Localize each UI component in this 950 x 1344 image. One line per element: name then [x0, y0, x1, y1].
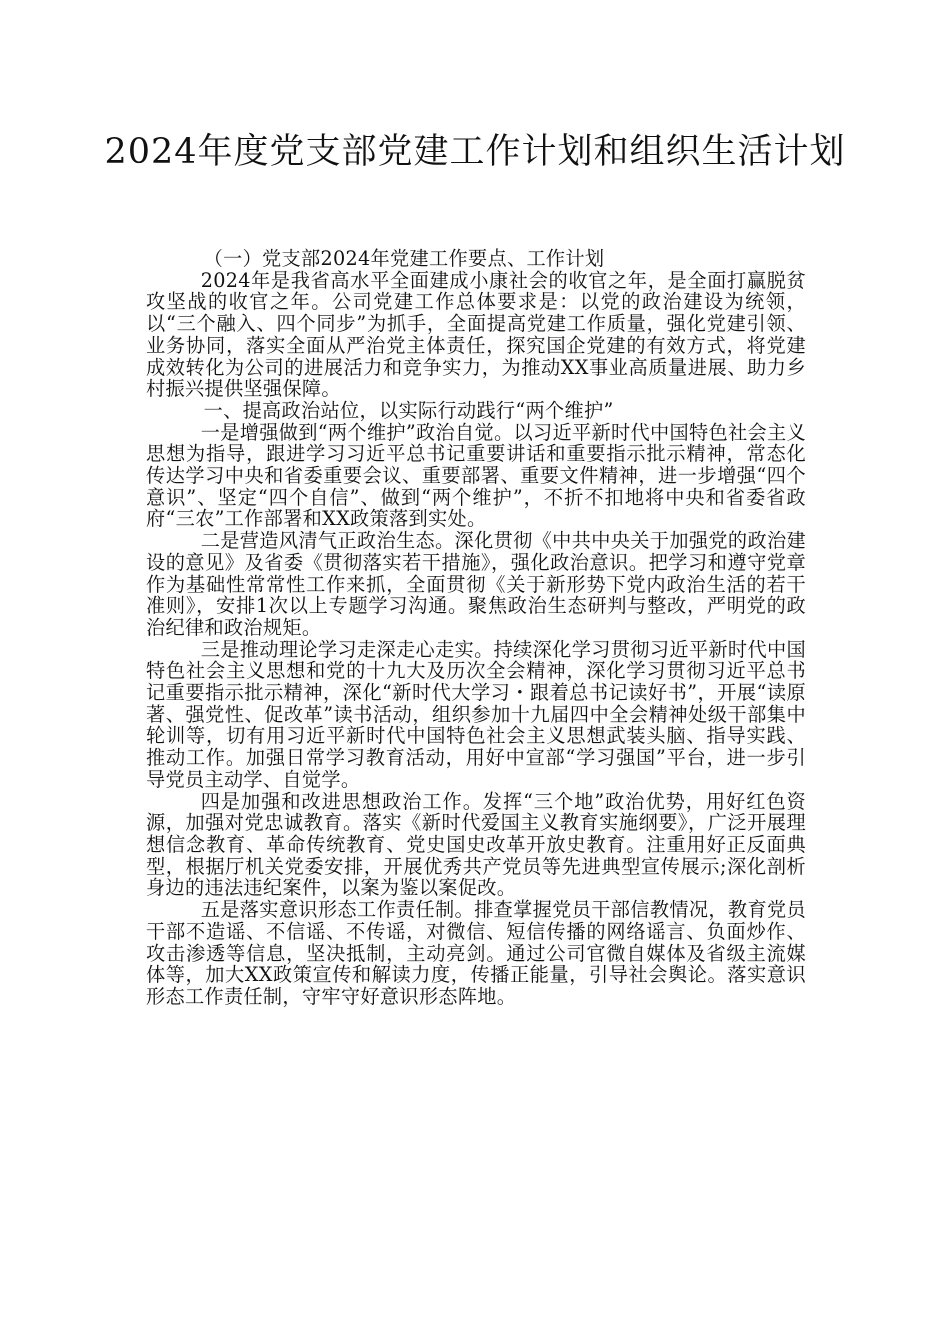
paragraph: 2024年是我省高水平全面建成小康社会的收官之年，是全面打赢脱贫攻坚战的收官之年。公司党建工作总体要求是：以党的政治建设为统领，以“三个融入、四个同步”为抓手，全面提高党建工作质量，强化党建引领、业务协同，落实全面从严治党主体责任，探究国企党建的有效方式，将党建成效转化为公司的进展活力和竞争实力，为推动XX事业高质量进展、助力乡村振兴提供坚强保障。 [146, 268, 806, 401]
paragraph: 五是落实意识形态工作责任制。排查掌握党员干部信教情况，教育党员干部不造谣、不信谣、不传谣，对微信、短信传播的网络谣言、负面炒作、攻击渗透等信息，坚决抵制，主动亮剑。通过公司官微自媒体及省级主流媒体等，加大XX政策宣传和解读力度，传播正能量，引导社会舆论。落实意识形态工作责任制，守牢守好意识形态阵地。 [146, 898, 806, 1008]
section-heading: （一）党支部2024年党建工作要点、工作计划 [203, 247, 605, 270]
paragraph: 四是加强和改进思想政治工作。发挥“三个地”政治优势，用好红色资源，加强对党忠诚教育。落实《新时代爱国主义教育实施纲要》，广泛开展理想信念教育、革命传统教育、党史国史改革开放史教育。注重用好正反面典型，根据厅机关党委安排，开展优秀共产党员等先进典型宣传展示;深化剖析身边的违法违纪案件，以案为鉴以案促改。 [146, 789, 806, 900]
document-body [146, 248, 806, 1008]
document-title: 2024年度党支部党建工作计划和组织生活计划 [104, 132, 846, 172]
paragraph: 三是推动理论学习走深走心走实。持续深化学习贯彻习近平新时代中国特色社会主义思想和党的十九大及历次全会精神，深化学习贯彻习近平总书记重要指示批示精神，深化“新时代大学习・跟着总书记读好书”，开展“读原著、强党性、促改革”读书活动，组织参加十九届四中全会精神处级干部集中轮训等，切有用习近平新时代中国特色社会主义思想武装头脑、指导实践、推动工作。加强日常学习教育活动，用好中宣部“学习强国”平台，进一步引导党员主动学、自觉学。 [146, 637, 806, 791]
paragraph: 一是增强做到“两个维护”政治自觉。以习近平新时代中国特色社会主义思想为指导，跟进学习习近平总书记重要讲话和重要指示批示精神，常态化传达学习中央和省委重要会议、重要部署、重要文件精神，进一步增强“四个意识”、坚定“四个自信”、做到“两个维护”，不折不扣地将中央和省委省政府“三农”工作部署和XX政策落到实处。 [146, 420, 806, 531]
paragraph: 二是营造风清气正政治生态。深化贯彻《中共中央关于加强党的政治建设的意见》及省委《贯彻落实若干措施》，强化政治意识。把学习和遵守党章作为基础性常常性工作来抓，全面贯彻《关于新形势下党内政治生活的若干准则》，安排1次以上专题学习沟通。聚焦政治生态研判与整改，严明党的政治纪律和政治规矩。 [146, 529, 806, 639]
section-heading: 一、提高政治站位，以实际行动践行“两个维护” [203, 398, 614, 422]
